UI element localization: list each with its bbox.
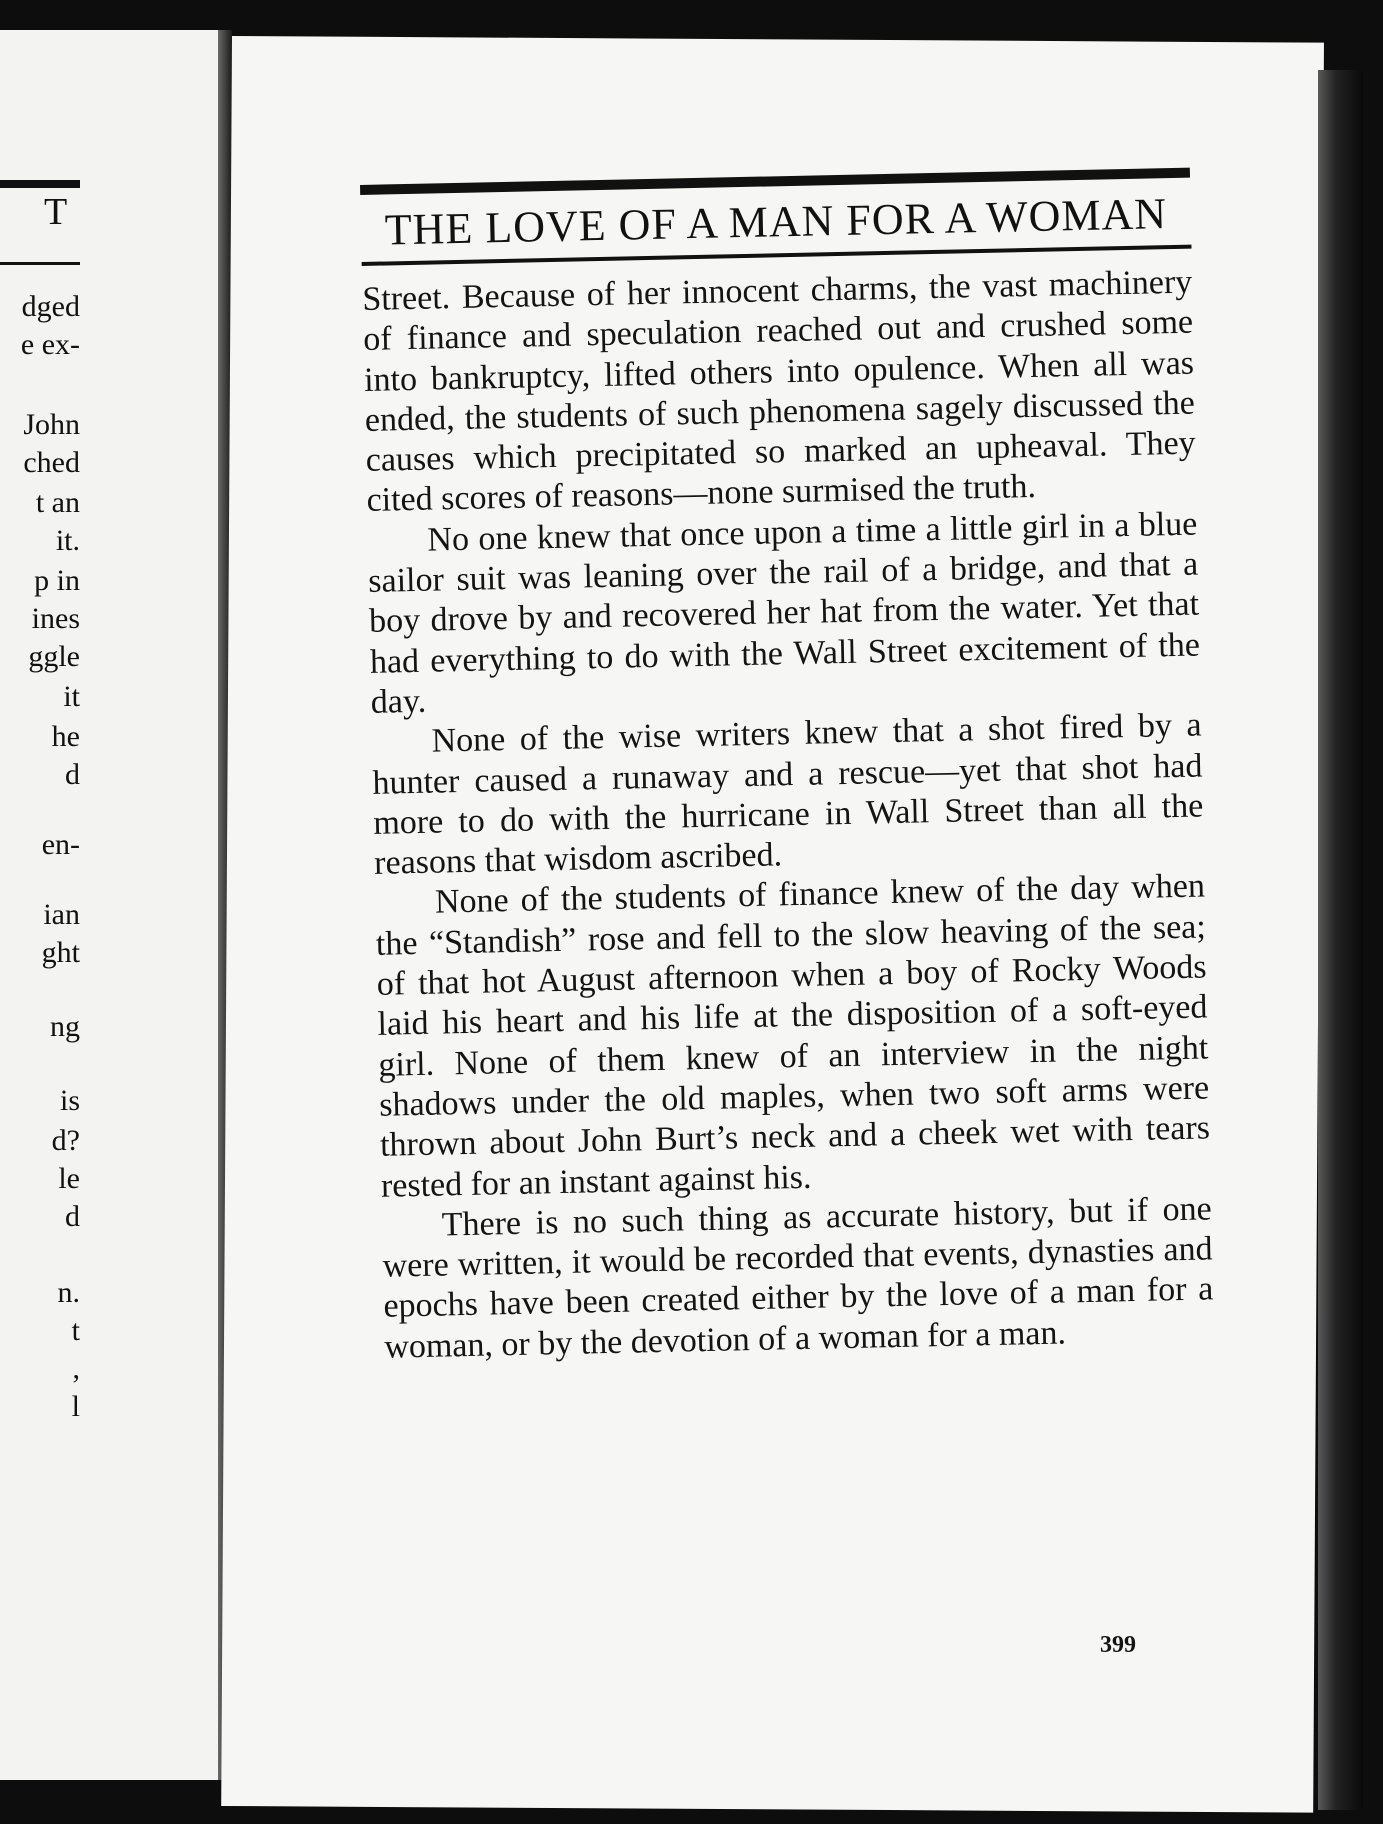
page-edge-shadow bbox=[1318, 70, 1363, 1810]
left-fragment: ggle bbox=[28, 640, 80, 673]
left-fragment: d bbox=[65, 758, 80, 791]
left-fragment: d bbox=[65, 1200, 80, 1233]
page-content bbox=[360, 168, 1215, 1368]
left-running-header: T bbox=[44, 191, 68, 233]
left-header-rule-top bbox=[0, 180, 80, 188]
paragraph: None of the wise writers knew that a shot fired by a hunter caused a runaway and a rescue—yet that shot had more to do with the hurricane in Wall Street than all the reasons that wisdom ascribed. bbox=[372, 706, 1204, 883]
left-fragment: dged bbox=[21, 290, 80, 323]
left-fragment: t bbox=[71, 1314, 80, 1347]
left-header-rule-bottom bbox=[0, 262, 80, 265]
paragraph: Street. Because of her innocent charms, the vast machinery of finance and speculation reached out and crushed some into bankruptcy, lifted others into opulence. When all was ended, the students of such phenomena sagely discussed the causes which precipitated so marked an upheaval. They cited scores of reasons—none surmised the truth. bbox=[362, 263, 1196, 520]
previous-page bbox=[0, 30, 218, 1780]
running-header: THE LOVE OF A MAN FOR A WOMAN bbox=[384, 189, 1168, 255]
left-fragment: e ex- bbox=[20, 328, 80, 361]
left-fragment: t an bbox=[35, 486, 80, 519]
left-fragment: l bbox=[71, 1390, 80, 1423]
paragraph: None of the students of finance knew of the day when the “Standish” rose and fell to the slow heaving of the sea; of that hot August afternoon when a boy of Rocky Woods laid his heart and his life at the disposition of a soft-eyed girl. None of them knew of an interview in the night shadows under the old maples, when two soft arms were thrown about John Burt’s neck and a cheek wet with tears rested for an instant against his. bbox=[375, 867, 1211, 1205]
left-fragment: he bbox=[51, 720, 80, 753]
left-fragment: n. bbox=[57, 1276, 80, 1309]
paragraph: There is no such thing as accurate history, but if one were written, it would be recorded that events, dynasties and epochs have been created either by the love of a man for a woman, or by the devotion of a woman for a man. bbox=[382, 1190, 1214, 1366]
left-fragment: , bbox=[72, 1352, 80, 1385]
left-fragment: ght bbox=[41, 936, 80, 969]
left-fragment: d? bbox=[51, 1124, 80, 1157]
left-fragment: ched bbox=[23, 446, 80, 479]
left-fragment: it bbox=[63, 680, 80, 713]
page-number: 399 bbox=[1100, 1632, 1136, 1658]
left-fragment: p in bbox=[34, 564, 80, 597]
body-text bbox=[362, 263, 1215, 1368]
left-fragment: en- bbox=[41, 828, 80, 861]
left-fragment: ian bbox=[43, 898, 80, 931]
left-fragment: is bbox=[59, 1084, 80, 1117]
paragraph: No one knew that once upon a time a little girl in a blue sailor suit was leaning over the rail of a bridge, and that a boy drove by and recovered her hat from the water. Yet that had everything to do with the Wall Street excitement of the day. bbox=[367, 505, 1201, 721]
left-fragment: ines bbox=[31, 602, 80, 635]
left-fragment: it. bbox=[55, 524, 80, 557]
left-fragment: ng bbox=[50, 1010, 80, 1043]
left-fragment: le bbox=[58, 1162, 80, 1195]
left-fragment: John bbox=[23, 408, 80, 441]
